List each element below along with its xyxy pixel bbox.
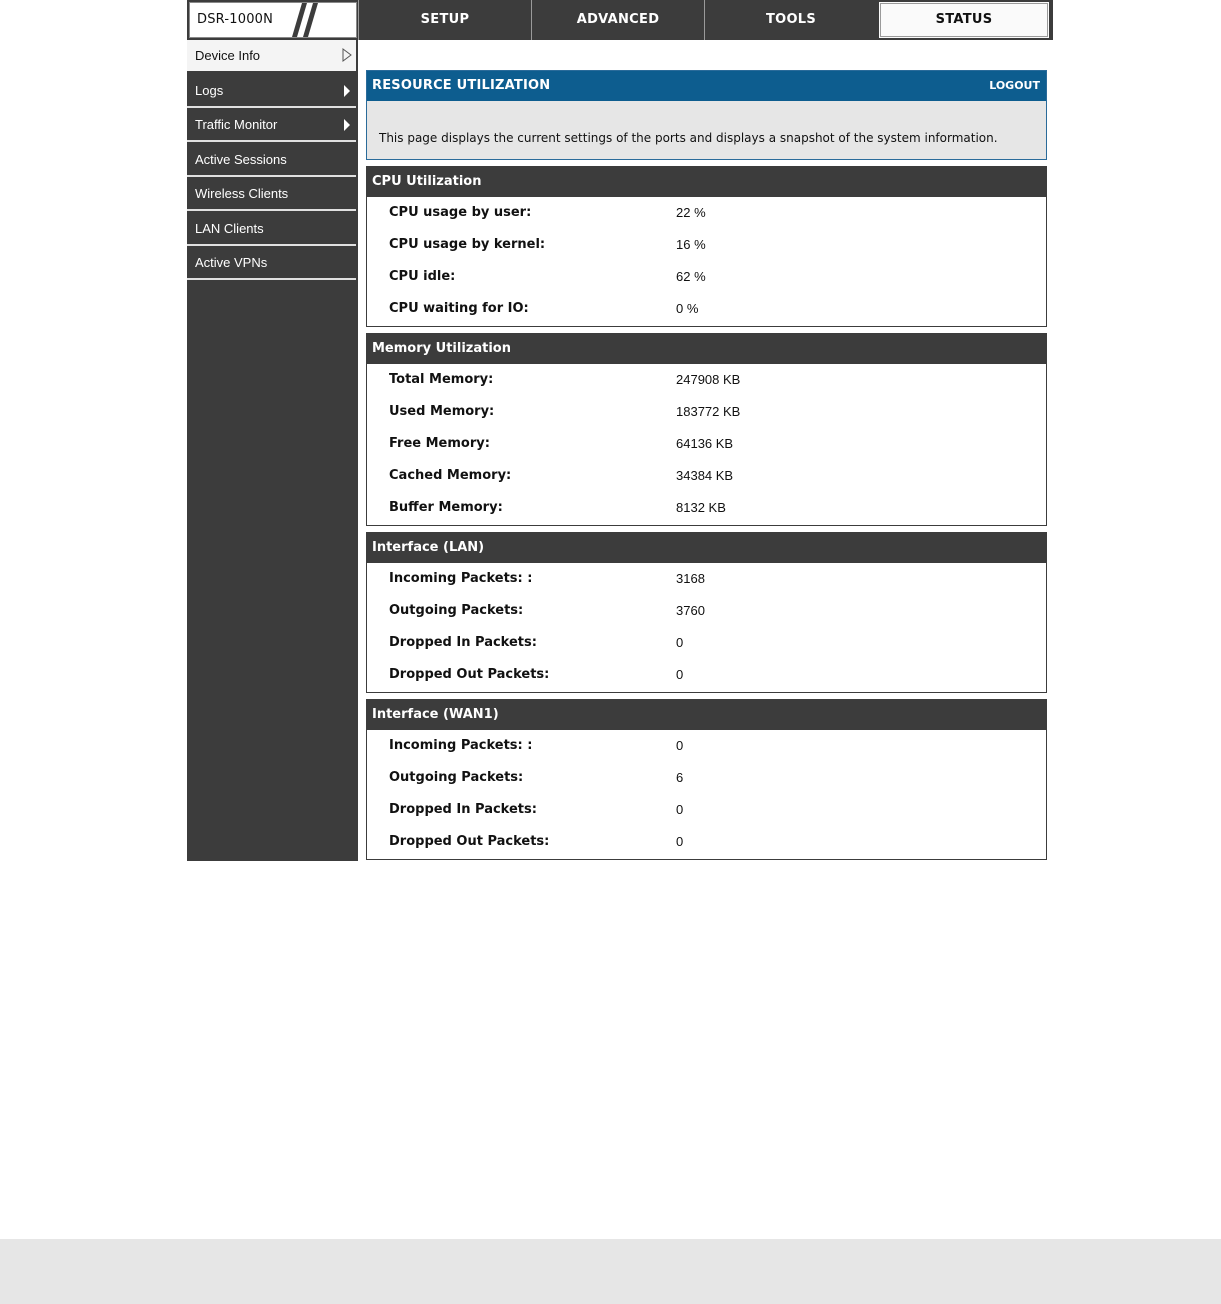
field-label: CPU usage by kernel: xyxy=(389,237,546,252)
memory-utilization-section xyxy=(366,333,1047,526)
field-label: Buffer Memory: xyxy=(389,500,503,515)
field-value: 3760 xyxy=(676,603,705,618)
table-row xyxy=(367,563,1046,595)
sidebar-item-label: Active VPNs xyxy=(195,255,268,270)
chevron-right-icon xyxy=(344,119,350,131)
interface-wan1-section xyxy=(366,699,1047,860)
field-value: 3168 xyxy=(676,571,705,586)
sidebar-item-label: Wireless Clients xyxy=(195,186,289,201)
sidebar-item-logs[interactable] xyxy=(187,75,356,108)
table-row xyxy=(367,293,1046,325)
field-label: Dropped In Packets: xyxy=(389,635,537,650)
field-label: Total Memory: xyxy=(389,372,494,387)
chevron-right-icon xyxy=(344,85,350,97)
field-value: 0 xyxy=(676,667,684,682)
tab-status[interactable]: STATUS xyxy=(877,0,1051,40)
logo-slashes-icon xyxy=(282,3,326,37)
field-label: Dropped In Packets: xyxy=(389,802,537,817)
page-title: RESOURCE UTILIZATION xyxy=(372,78,551,93)
table-row xyxy=(367,794,1046,826)
page-description: This page displays the current settings of the ports and displays a snapshot of the system information. xyxy=(379,131,998,145)
chevron-right-outline-icon xyxy=(342,48,352,62)
table-row xyxy=(367,492,1046,524)
table-row xyxy=(367,460,1046,492)
table-row xyxy=(367,261,1046,293)
field-value: 22 % xyxy=(676,205,706,220)
field-label: CPU usage by user: xyxy=(389,205,532,220)
page-footer-band xyxy=(0,1239,1221,1304)
table-row xyxy=(367,762,1046,794)
table-row xyxy=(367,396,1046,428)
field-label: Incoming Packets: : xyxy=(389,738,533,753)
field-value: 16 % xyxy=(676,237,706,252)
field-value: 0 % xyxy=(676,301,699,316)
cpu-utilization-section xyxy=(366,166,1047,327)
sidebar-item-device-info[interactable] xyxy=(187,40,356,73)
tab-setup[interactable]: SETUP xyxy=(358,0,531,40)
device-model-label: DSR-1000N xyxy=(197,12,274,27)
sidebar-item-label: LAN Clients xyxy=(195,221,264,236)
sidebar-item-label: Logs xyxy=(195,83,224,98)
table-row xyxy=(367,197,1046,229)
top-nav-bar xyxy=(187,0,1053,40)
field-value: 0 xyxy=(676,802,684,817)
field-value: 247908 KB xyxy=(676,372,741,387)
router-admin-app xyxy=(187,0,1053,861)
field-value: 34384 KB xyxy=(676,468,734,483)
logout-link[interactable]: LOGOUT xyxy=(989,79,1040,92)
field-label: Dropped Out Packets: xyxy=(389,667,550,682)
interface-lan-section xyxy=(366,532,1047,693)
field-value: 0 xyxy=(676,635,684,650)
field-label: Used Memory: xyxy=(389,404,495,419)
table-row xyxy=(367,627,1046,659)
table-row xyxy=(367,229,1046,261)
field-value: 0 xyxy=(676,738,684,753)
table-row xyxy=(367,364,1046,396)
sidebar-item-label: Device Info xyxy=(195,48,261,63)
field-label: Incoming Packets: : xyxy=(389,571,533,586)
resource-utilization-panel xyxy=(366,70,1047,160)
section-title: Memory Utilization xyxy=(367,334,1046,364)
field-label: Outgoing Packets: xyxy=(389,770,524,785)
table-row xyxy=(367,595,1046,627)
field-value: 6 xyxy=(676,770,684,785)
section-title: Interface (LAN) xyxy=(367,533,1046,563)
table-row xyxy=(367,659,1046,691)
section-title: CPU Utilization xyxy=(367,167,1046,197)
sidebar-item-active-vpns[interactable] xyxy=(187,247,356,280)
sidebar-item-active-sessions[interactable] xyxy=(187,144,356,177)
sidebar-item-traffic-monitor[interactable] xyxy=(187,109,356,142)
sidebar-item-lan-clients[interactable] xyxy=(187,213,356,246)
field-value: 64136 KB xyxy=(676,436,734,451)
field-label: Dropped Out Packets: xyxy=(389,834,550,849)
resource-header xyxy=(367,71,1046,101)
field-label: Free Memory: xyxy=(389,436,490,451)
tab-advanced[interactable]: ADVANCED xyxy=(531,0,704,40)
section-title: Interface (WAN1) xyxy=(367,700,1046,730)
field-label: Cached Memory: xyxy=(389,468,512,483)
field-value: 62 % xyxy=(676,269,706,284)
field-label: Outgoing Packets: xyxy=(389,603,524,618)
field-value: 183772 KB xyxy=(676,404,741,419)
table-row xyxy=(367,826,1046,858)
device-logo xyxy=(189,2,357,38)
table-row xyxy=(367,428,1046,460)
sidebar xyxy=(187,40,358,861)
field-value: 0 xyxy=(676,834,684,849)
table-row xyxy=(367,730,1046,762)
tab-tools[interactable]: TOOLS xyxy=(704,0,877,40)
sidebar-item-label: Traffic Monitor xyxy=(195,117,278,132)
sidebar-item-label: Active Sessions xyxy=(195,152,287,167)
sidebar-item-wireless-clients[interactable] xyxy=(187,178,356,211)
field-label: CPU waiting for IO: xyxy=(389,301,529,316)
field-label: CPU idle: xyxy=(389,269,456,284)
field-value: 8132 KB xyxy=(676,500,726,515)
